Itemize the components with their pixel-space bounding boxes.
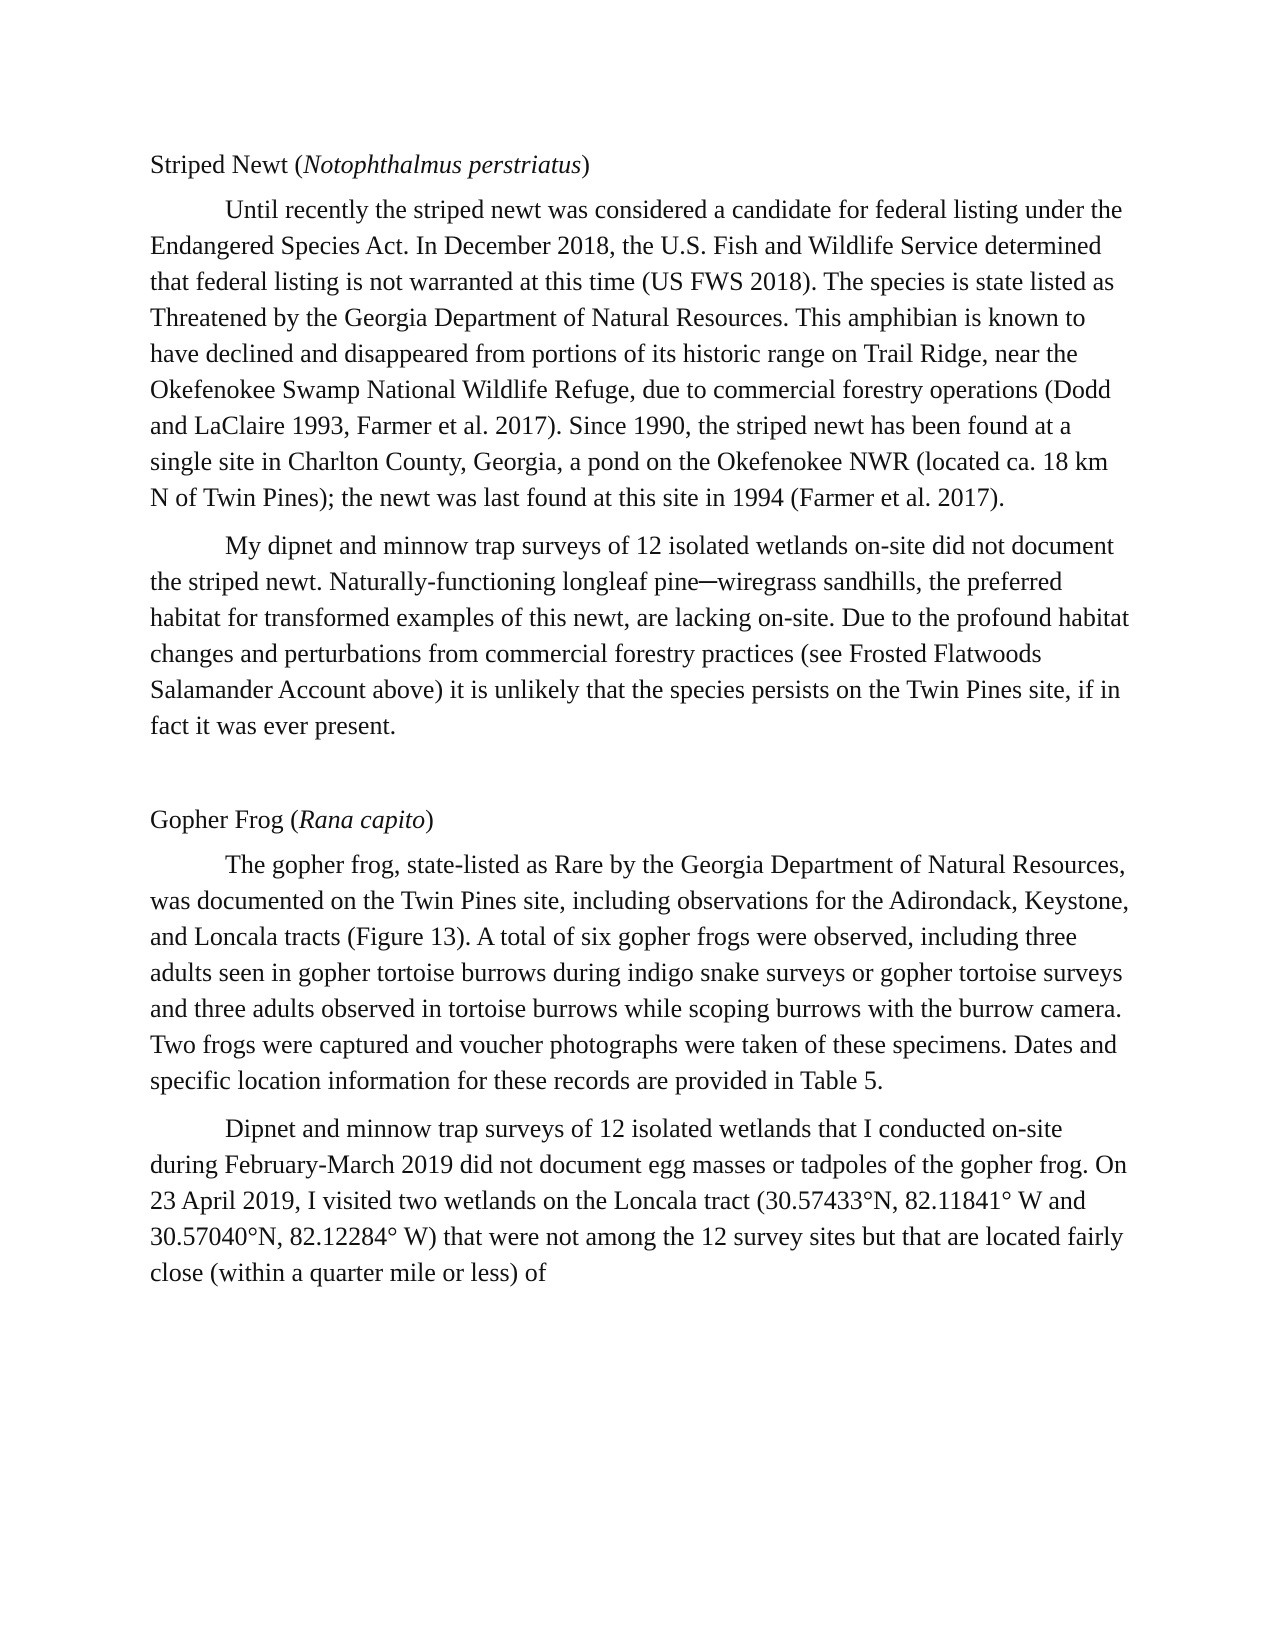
section-heading <box>150 147 1130 183</box>
document-body <box>150 147 1130 1303</box>
heading-close-paren: ) <box>425 805 434 834</box>
heading-close-paren: ) <box>581 150 590 179</box>
section-heading <box>150 802 1130 838</box>
heading-common-name: Gopher Frog ( <box>150 805 299 834</box>
heading-scientific-name: Notophthalmus perstriatus <box>303 150 582 179</box>
section-spacer <box>150 756 1130 802</box>
section-gopher-frog <box>150 802 1130 1291</box>
section-striped-newt <box>150 147 1130 744</box>
paragraph: My dipnet and minnow trap surveys of 12 isolated wetlands on-site did not document the striped newt. Naturally-functioning longleaf pine─wiregrass sandhills, the preferred habitat for transformed examples of this newt, are lacking on-site. Due to the profound habitat changes and perturbations from commercial forestry practices (see Frosted Flatwoods Salamander Account above) it is unlikely that the species persists on the Twin Pines site, if in fact it was ever present. <box>150 531 1130 740</box>
paragraph: Dipnet and minnow trap surveys of 12 isolated wetlands that I conducted on-site during February-March 2019 did not document egg masses or tadpoles of the gopher frog. On 23 April 2019, I visited two wetlands on the Loncala tract (30.57433°N, 82.11841° W and 30.57040°N, 82.12284° W) that were not among the 12 survey sites but that are located fairly close (within a quarter mile or less) of <box>150 1114 1127 1287</box>
heading-scientific-name: Rana capito <box>298 805 426 834</box>
paragraph: The gopher frog, state-listed as Rare by the Georgia Department of Natural Resources, was documented on the Twin Pines site, including observations for the Adirondack, Keystone, and Loncala tracts (Figure 13). A total of six gopher frogs were observed, including three adults seen in gopher tortoise burrows during indigo snake surveys or gopher tortoise surveys and three adults observed in tortoise burrows while scoping burrows with the burrow camera. Two frogs were captured and voucher photographs were taken of these specimens. Dates and specific location information for these records are provided in Table 5. <box>150 850 1130 1095</box>
paragraph: Until recently the striped newt was considered a candidate for federal listing under the Endangered Species Act. In December 2018, the U.S. Fish and Wildlife Service determined that federal listing is not warranted at this time (US FWS 2018). The species is state listed as Threatened by the Georgia Department of Natural Resources. This amphibian is known to have declined and disappeared from portions of its historic range on Trail Ridge, near the Okefenokee Swamp National Wildlife Refuge, due to commercial forestry operations (Dodd and LaClaire 1993, Farmer et al. 2017). Since 1990, the striped newt has been found at a single site in Charlton County, Georgia, a pond on the Okefenokee NWR (located ca. 18 km N of Twin Pines); the newt was last found at this site in 1994 (Farmer et al. 2017). <box>150 195 1123 512</box>
heading-common-name: Striped Newt ( <box>150 150 304 179</box>
